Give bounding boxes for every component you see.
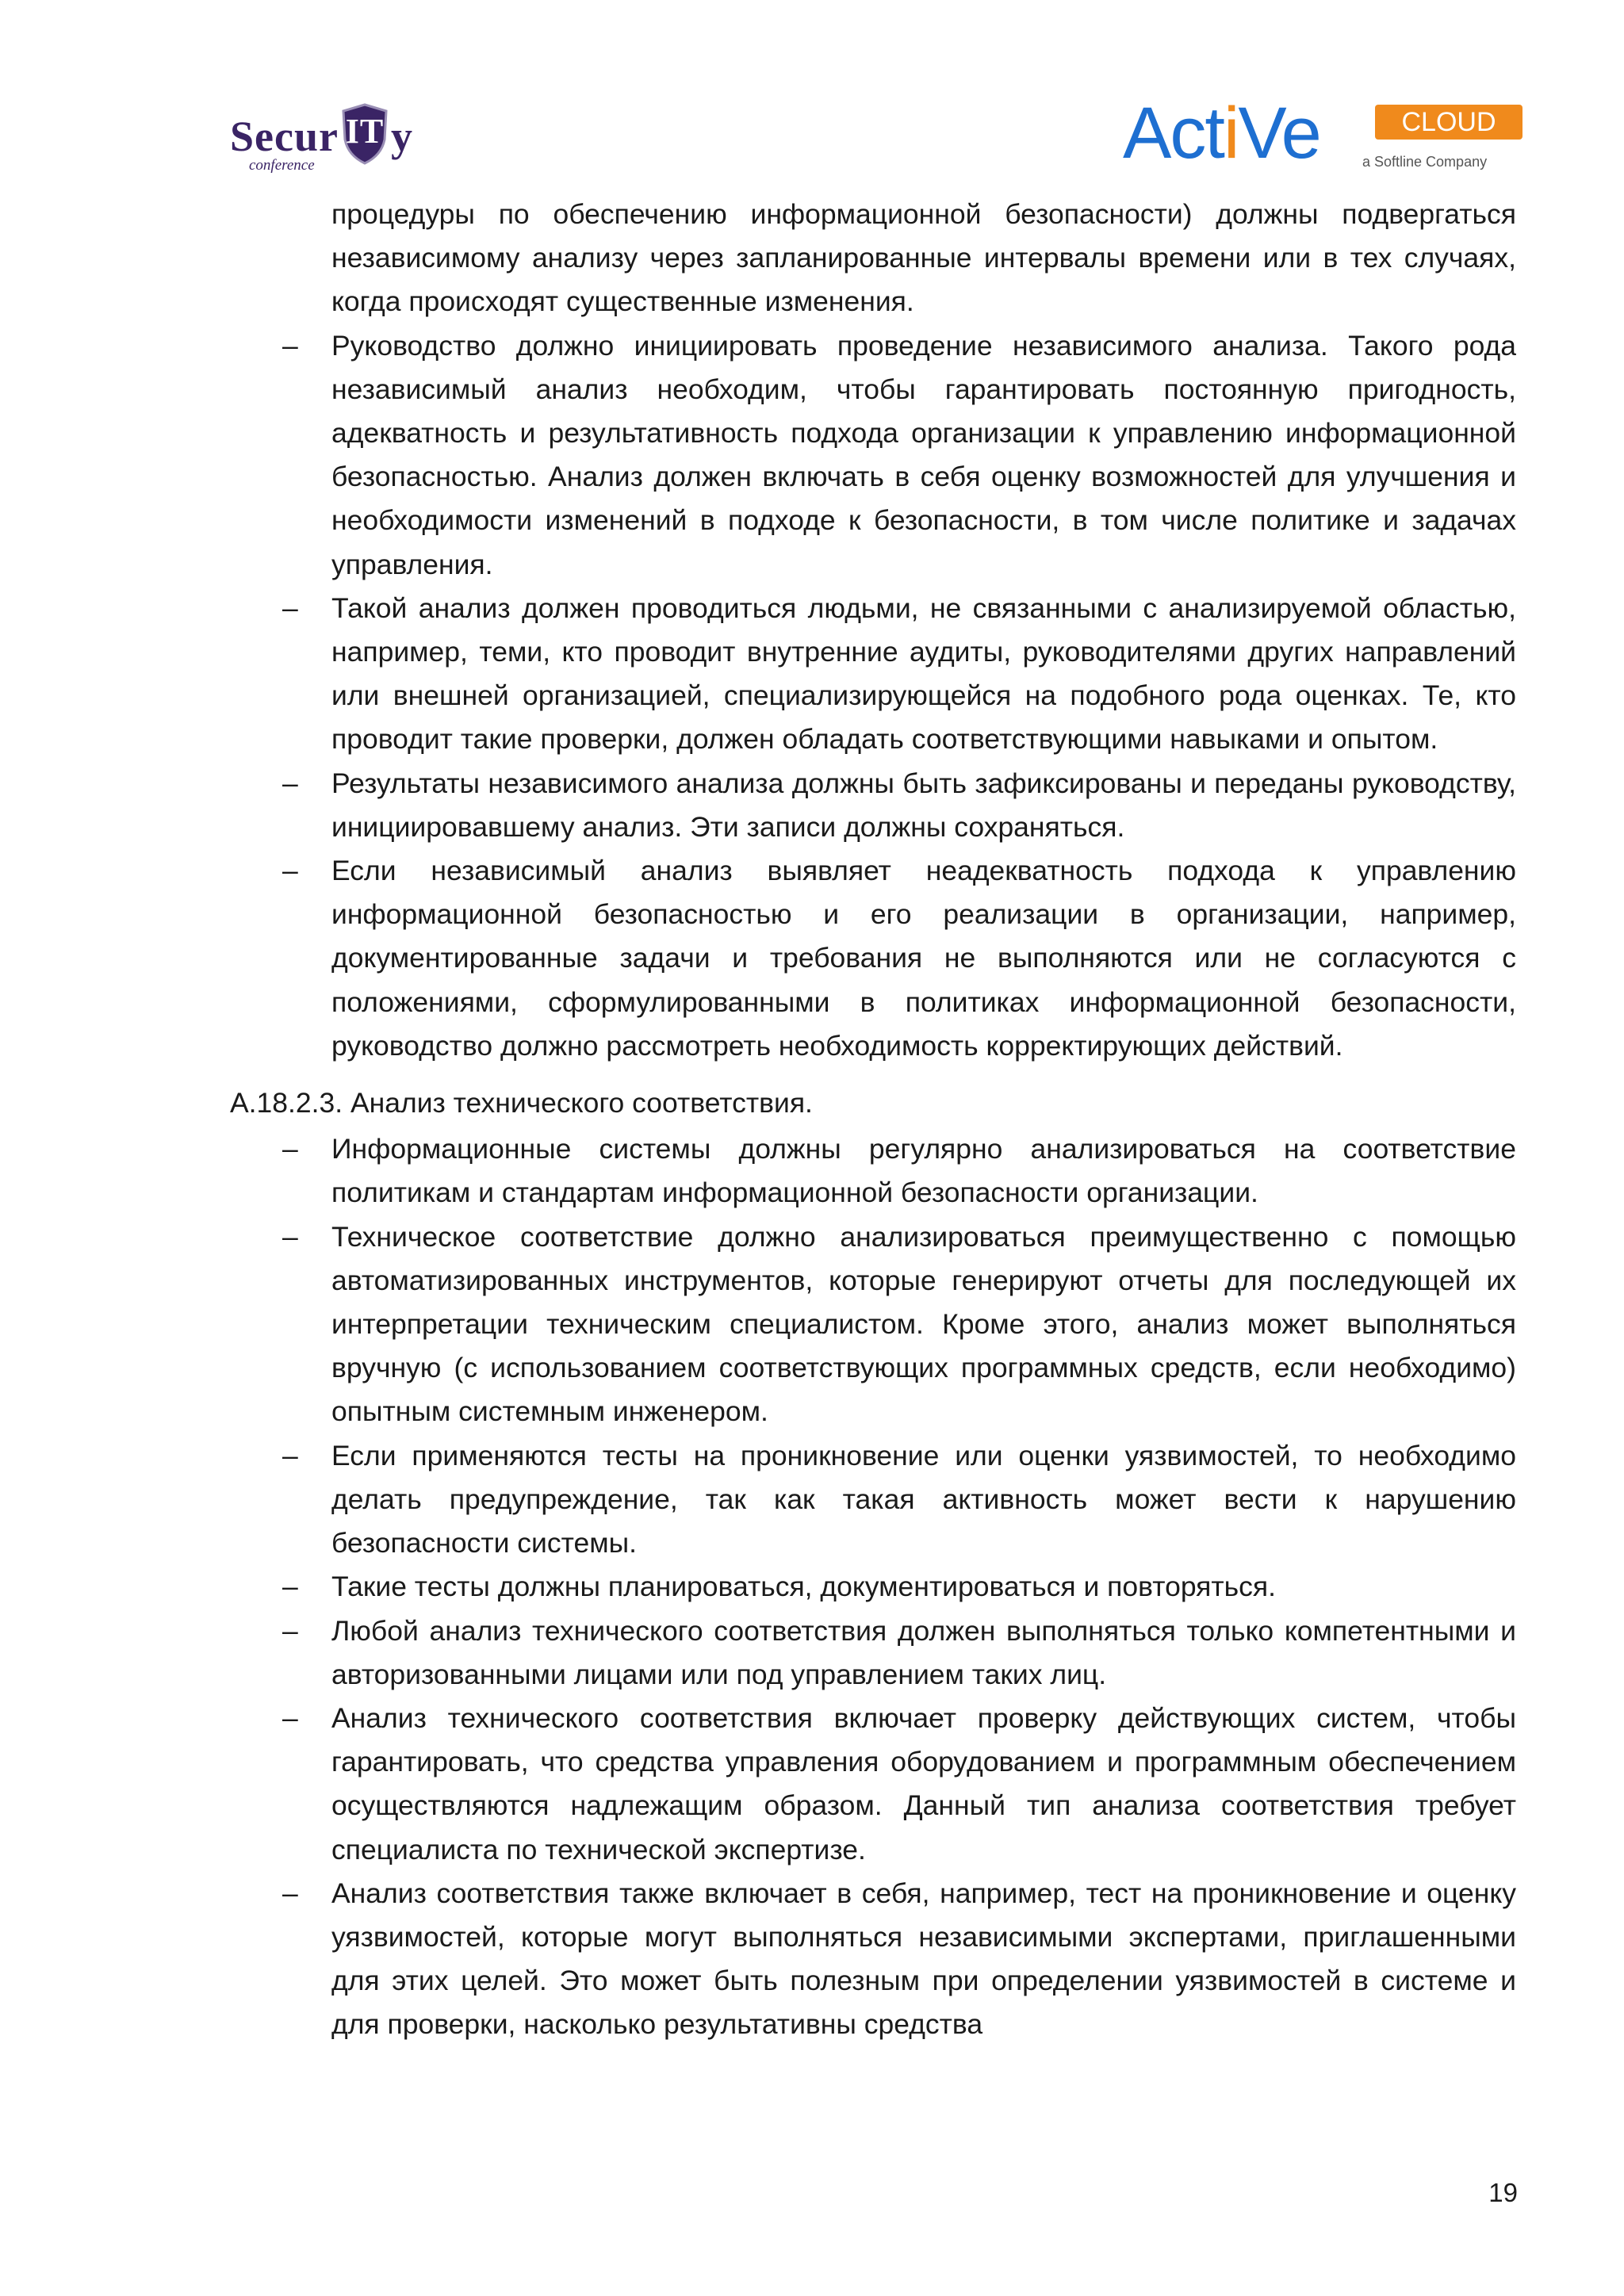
- list-item: [230, 1127, 1516, 1215]
- dash-marker: –: [282, 1701, 298, 1734]
- list-item: [230, 587, 1516, 762]
- security-conference-logo: [230, 94, 436, 181]
- dash-marker: –: [282, 329, 298, 362]
- logo-brand-text: [230, 103, 413, 165]
- list-item: [230, 1434, 1516, 1566]
- dash-marker: –: [282, 1877, 298, 1909]
- list-item-text: Анализ соответствия также включает в себя, например, тест на проникновение и оценку уязвимостей, которые могут выполняться независимыми экспертами, приглашенными для этих целей. Это может быть полезным при определении уязвимостей в системе и для проверки, насколько результативны средства: [331, 1877, 1516, 2041]
- dash-marker: –: [282, 1614, 298, 1647]
- list-item-text: Результаты независимого анализа должны быть зафиксированы и переданы руководству, инициировавшему анализ. Эти записи должны сохраняться.: [331, 767, 1516, 843]
- list-item-text: Руководство должно инициировать проведение независимого анализа. Такого рода независимый анализ необходим, чтобы гарантировать постоянную пригодность, адекватность и результативность подхода организации к управлению информационной безопасностью. Анализ должен включать в себя оценку возможностей для улучшения и необходимости изменений в подходе к безопасности, в том числе политике и задачах управления.: [331, 329, 1516, 580]
- logo-brand-it: IT: [345, 112, 385, 151]
- list-item-text: Информационные системы должны регулярно анализироваться на соответствие политикам и стандартам информационной безопасности организации.: [331, 1133, 1516, 1209]
- logo-tagline: a Softline Company: [1362, 154, 1488, 170]
- dash-marker: –: [282, 855, 298, 887]
- logo-cloud-badge: CLOUD: [1375, 105, 1522, 140]
- dash-marker: –: [282, 591, 298, 624]
- logo-active-text: [1123, 93, 1320, 174]
- activecloud-logo: [1123, 93, 1519, 184]
- continuation-paragraph: процедуры по обеспечению информационной безопасности) должны подвергаться независимому анализу через запланированные интервалы времени или в тех случаях, когда происходят существенные изменения.: [331, 198, 1516, 318]
- list-item: [230, 1565, 1516, 1609]
- dash-marker: –: [282, 1133, 298, 1165]
- list-item-text: Техническое соответствие должно анализироваться преимущественно с помощью автоматизированных инструментов, которые генерируют отчеты для последующей их интерпретации техническим специалистом. Кроме этого, анализ может выполняться вручную (с использованием соответствующих программных средств, если необходимо) опытным системным инженером.: [331, 1220, 1516, 1428]
- list-item-text: Если независимый анализ выявляет неадекватность подхода к управлению информационной безопасностью и его реализации в организации, например, документированные задачи и требования не выполняются или не согласуются с положениями, сформулированными в политиках информационной безопасности, руководство должно рассмотреть необходимость корректирующих действий.: [331, 855, 1516, 1062]
- logo-brand-post: y: [390, 113, 413, 160]
- dash-marker: –: [282, 767, 298, 799]
- list-item-text: Такой анализ должен проводиться людьми, не связанными с анализируемой областью, например, теми, кто проводит внутренние аудиты, руководителями других направлений или внешней организацией, специализирующейся на подобного рода оценках. Те, кто проводит такие проверки, должен обладать соответствующими навыками и опытом.: [331, 591, 1516, 756]
- dash-marker: –: [282, 1571, 298, 1603]
- shield-icon: [340, 103, 389, 165]
- list-item-text: Такие тесты должны планироваться, документироваться и повторяться.: [331, 1571, 1276, 1603]
- page-number: 19: [1488, 2178, 1518, 2207]
- list-item: [230, 324, 1516, 587]
- list-item: [230, 762, 1516, 849]
- logo-active-part2: Ve: [1238, 93, 1320, 174]
- list-item: [230, 849, 1516, 1068]
- dash-marker: –: [282, 1220, 298, 1253]
- list-item: [230, 1215, 1516, 1434]
- list-item: [230, 1697, 1516, 1872]
- list-item-text: Анализ технического соответствия включает проверку действующих систем, чтобы гарантировать, что средства управления оборудованием и программным обеспечением осуществляются надлежащим образом. Данный тип анализа соответствия требует специалиста по технической экспертизе.: [331, 1701, 1516, 1866]
- logo-subtitle: conference: [249, 157, 315, 174]
- list-item-text: Любой анализ технического соответствия должен выполняться только компетентными и авторизованными лицами или под управлением таких лиц.: [331, 1614, 1516, 1690]
- document-body: [230, 193, 1516, 2047]
- logo-active-part1: Act: [1123, 93, 1224, 174]
- list-item: [230, 1872, 1516, 2047]
- list-item-text: Если применяются тесты на проникновение или оценки уязвимостей, то необходимо делать предупреждение, так как такая активность может вести к нарушению безопасности системы.: [331, 1439, 1516, 1559]
- logo-active-i: i: [1223, 93, 1239, 174]
- section-heading: А.18.2.3. Анализ технического соответствия.: [230, 1087, 813, 1119]
- list-item: [230, 1609, 1516, 1697]
- logo-brand-pre: Secur: [230, 113, 339, 160]
- dash-marker: –: [282, 1439, 298, 1471]
